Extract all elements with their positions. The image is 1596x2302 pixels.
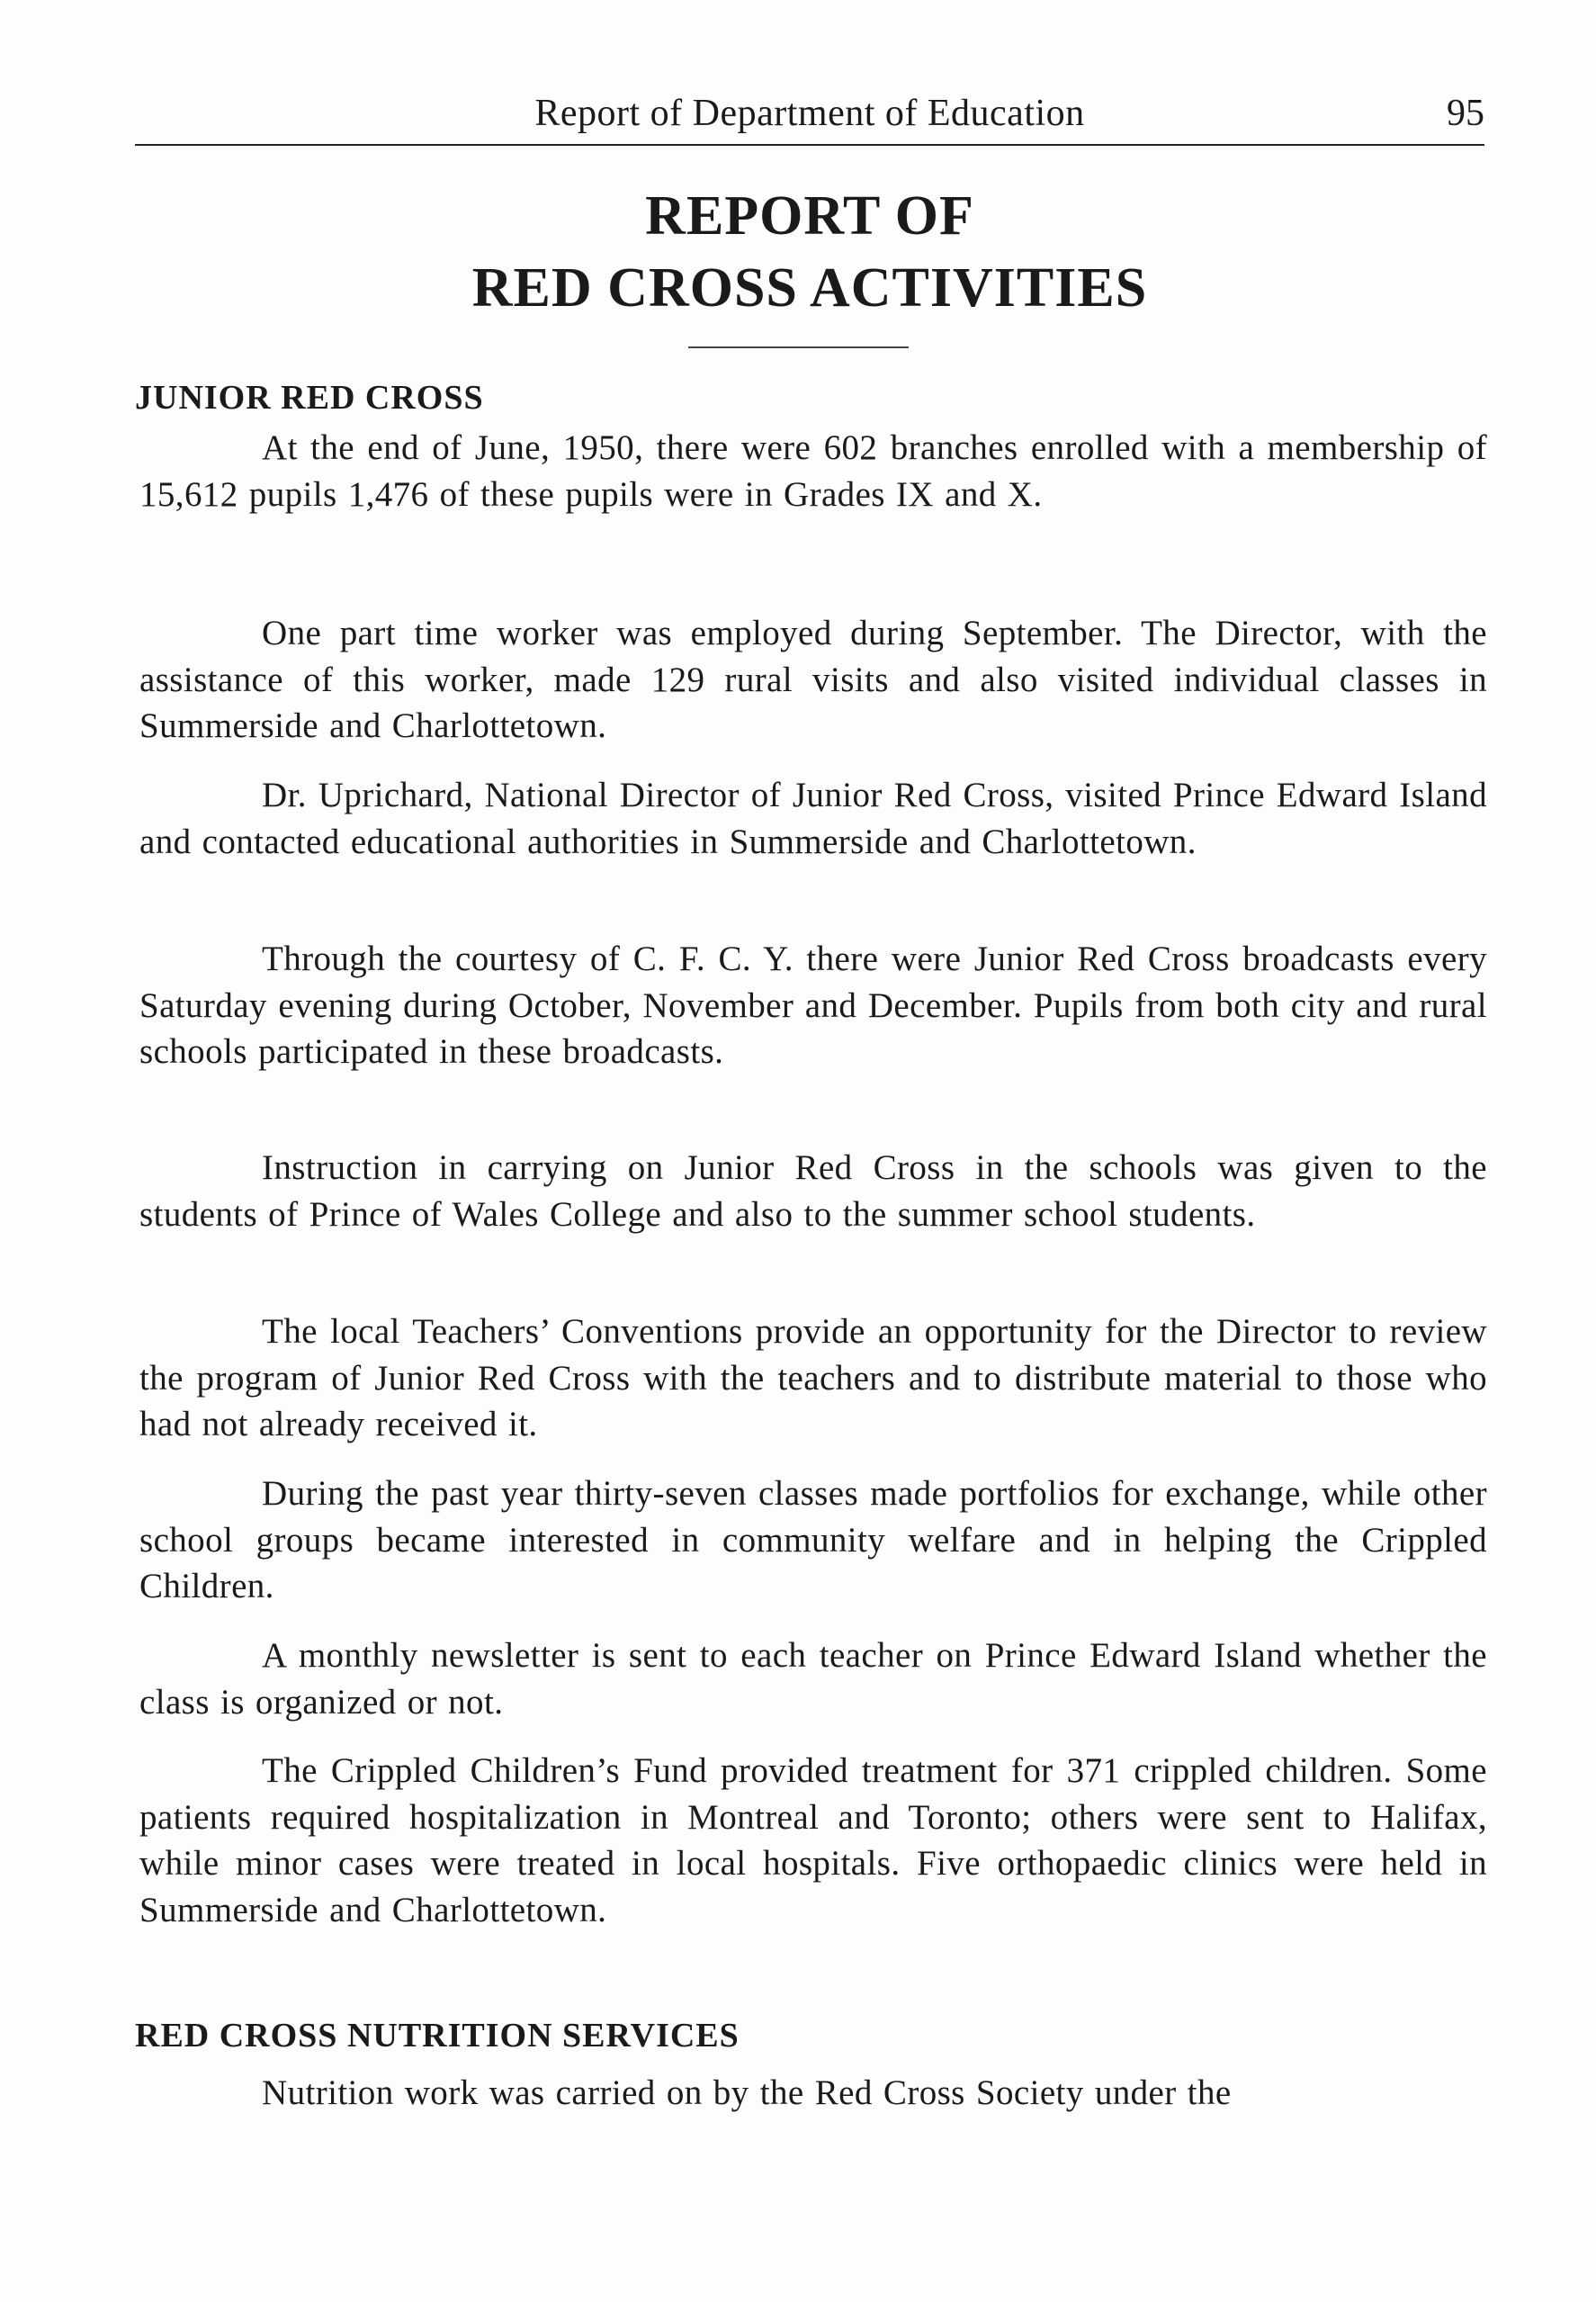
paragraph: Nutrition work was carried on by the Red Cross Society under the bbox=[262, 2073, 1232, 2112]
paragraph: The Crippled Children’s Fund provided treatment for 371 crippled children. Some patients required hospitalization in Montreal and Toronto; others were sent to Halifax, while minor cases were treated in local hospitals. Five orthopaedic clinics were held in Summerside and Charlottetown. bbox=[139, 1751, 1487, 1929]
paragraph: One part time worker was employed during September. The Director, with the assistance of this worker, made 129 rural visits and also visited individual classes in Summerside and Charlottetown. bbox=[139, 614, 1487, 745]
running-title: Report of Department of Education bbox=[534, 93, 1085, 134]
report-title-line-2: RED CROSS ACTIVITIES bbox=[471, 257, 1148, 319]
paragraph: During the past year thirty-seven classes made portfolios for exchange, while other school groups became interested in community welfare and in helping the Crippled Children. bbox=[139, 1474, 1487, 1605]
paragraph: The local Teachers’ Conventions provide an opportunity for the Director to review the program of Junior Red Cross with the teachers and to distribute material to those who had not already received it. bbox=[139, 1312, 1487, 1443]
paragraph: At the end of June, 1950, there were 602 branches enrolled with a membership of 15,612 pupils 1,476 of these pupils were in Grades IX and X. bbox=[139, 428, 1487, 514]
title-divider bbox=[688, 346, 909, 348]
paragraph: Instruction in carrying on Junior Red Cross in the schools was given to the students of Prince of Wales College and also to the summer school students. bbox=[139, 1148, 1487, 1234]
running-header bbox=[135, 90, 1484, 146]
page-number: 95 bbox=[1447, 93, 1484, 134]
paragraph: Dr. Uprichard, National Director of Junior Red Cross, visited Prince Edward Island and contacted educational authorities in Summerside and Charlottetown. bbox=[139, 776, 1487, 861]
report-title-line-1: REPORT OF bbox=[645, 185, 974, 247]
paragraph: Through the courtesy of C. F. C. Y. there were Junior Red Cross broadcasts every Saturday evening during October, November and December. Pupils from both city and rural schools participated in these broadcasts. bbox=[139, 940, 1487, 1071]
section-heading-junior-red-cross: JUNIOR RED CROSS bbox=[135, 379, 484, 417]
paragraph: A monthly newsletter is sent to each teacher on Prince Edward Island whether the class is organized or not. bbox=[139, 1636, 1487, 1722]
section-heading-nutrition-services: RED CROSS NUTRITION SERVICES bbox=[135, 2017, 740, 2055]
